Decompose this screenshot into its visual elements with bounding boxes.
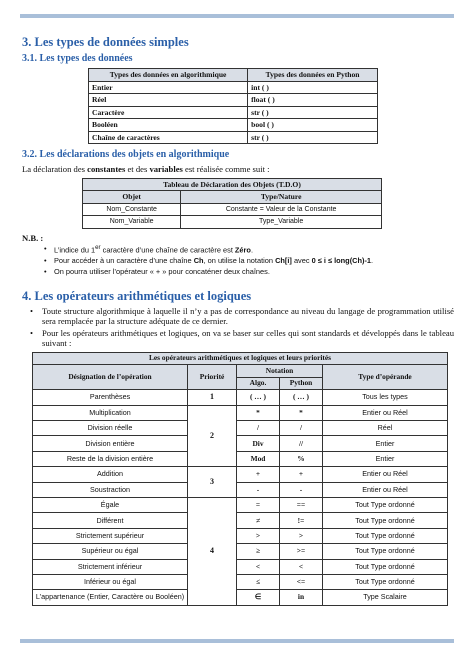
text-span: avec	[291, 256, 312, 266]
table-row	[33, 528, 448, 543]
table-row	[33, 390, 448, 405]
python-notation: >	[280, 528, 323, 543]
superscript: er	[95, 243, 101, 251]
table-row	[33, 451, 448, 466]
table-row	[33, 482, 448, 497]
algo-notation: =	[237, 497, 280, 512]
table-header: Types des données en algorithmique	[89, 69, 248, 82]
priority-cell: 4	[188, 497, 237, 605]
table-row	[83, 216, 382, 229]
table-header: Désignation de l’opération	[33, 365, 188, 390]
operand-type: Tout Type ordonné	[323, 513, 448, 528]
nb-list	[20, 244, 454, 276]
table-row	[33, 436, 448, 451]
bottom-rule	[20, 639, 454, 643]
python-notation: <	[280, 559, 323, 574]
text-span: La déclaration des	[22, 164, 88, 174]
table-cell: Entier	[89, 81, 248, 94]
table-header: Priorité	[188, 365, 237, 390]
operand-type: Tout Type ordonné	[323, 544, 448, 559]
text-span: L’indice du 1	[54, 245, 96, 255]
python-notation: %	[280, 451, 323, 466]
nb-title: N.B. :	[22, 232, 44, 243]
algo-notation: Div	[237, 436, 280, 451]
table-row	[89, 119, 378, 132]
operation-name: Égale	[33, 497, 188, 512]
table-header: Types des données en Python	[248, 69, 378, 82]
operation-name: Reste de la division entière	[33, 451, 188, 466]
operand-type: Type Scalaire	[323, 590, 448, 605]
document-page	[20, 22, 454, 606]
bold-text: Zéro	[234, 245, 251, 255]
table-row	[33, 559, 448, 574]
table-row	[33, 405, 448, 420]
python-notation: in	[280, 590, 323, 605]
table-cell: str ( )	[248, 106, 378, 119]
top-rule	[20, 14, 454, 18]
algo-notation: >	[237, 528, 280, 543]
operation-name: Division réelle	[33, 420, 188, 435]
table-cell: Caractère	[89, 106, 248, 119]
bold-text: Ch	[193, 256, 204, 266]
algo-notation: *	[237, 405, 280, 420]
operation-name: Différent	[33, 513, 188, 528]
operand-type: Entier	[323, 436, 448, 451]
algo-notation: Mod	[237, 451, 280, 466]
operation-name: Strictement supérieur	[33, 528, 188, 543]
python-notation: ( … )	[280, 390, 323, 405]
operators-table	[32, 352, 448, 606]
list-item	[54, 256, 454, 265]
algo-notation: ( … )	[237, 390, 280, 405]
python-notation: *	[280, 405, 323, 420]
operand-type: Entier ou Réel	[323, 405, 448, 420]
operation-name: Inférieur ou égal	[33, 574, 188, 589]
bold-text: 0 ≤ i ≤ long(Ch)-1	[311, 256, 372, 266]
table-row	[33, 467, 448, 482]
list-item: • Pour les opérateurs arithmétiques et logiques, on va se baser sur celles qui sont standards et développés dans le tableau suivant :	[42, 329, 454, 349]
table-cell: Chaîne de caractères	[89, 131, 248, 144]
table-cell: int ( )	[248, 81, 378, 94]
bold-text: constantes	[87, 164, 126, 174]
table-cell: Type_Variable	[181, 216, 382, 229]
operators-table-title: Les opérateurs arithmétiques et logiques et leurs priorités	[33, 352, 448, 365]
tdo-table-title: Tableau de Déclaration des Objets (T.D.O)	[83, 178, 382, 191]
table-row	[89, 81, 378, 94]
operation-name: Soustraction	[33, 482, 188, 497]
operation-name: Addition	[33, 467, 188, 482]
subsection-3-2-title: 3.2. Les déclarations des objets en algorithmique	[22, 149, 230, 160]
operand-type: Tous les types	[323, 390, 448, 405]
table-row	[33, 590, 448, 605]
algo-notation: ∈	[237, 590, 280, 605]
table-cell: str ( )	[248, 131, 378, 144]
operand-type: Tout Type ordonné	[323, 559, 448, 574]
priority-cell: 3	[188, 467, 237, 498]
priority-cell: 1	[188, 390, 237, 405]
text-span: et des	[125, 164, 150, 174]
table-cell: Booléen	[89, 119, 248, 132]
data-types-table	[88, 68, 378, 144]
text-span: , on utilise la notation	[203, 256, 276, 266]
table-cell: Réel	[89, 94, 248, 107]
table-row	[33, 513, 448, 528]
python-notation: <=	[280, 574, 323, 589]
algo-notation: -	[237, 482, 280, 497]
subsection-3-1-title: 3.1. Les types des données	[22, 53, 133, 64]
python-notation: >=	[280, 544, 323, 559]
table-row	[89, 106, 378, 119]
table-header: Python	[280, 377, 323, 390]
operand-type: Tout Type ordonné	[323, 574, 448, 589]
table-cell: float ( )	[248, 94, 378, 107]
table-header: Notation	[237, 365, 323, 378]
python-notation: -	[280, 482, 323, 497]
operation-name: Multiplication	[33, 405, 188, 420]
python-notation: /	[280, 420, 323, 435]
text-span: .	[371, 256, 374, 266]
text-span: est réalisée comme suit :	[182, 164, 270, 174]
python-notation: ==	[280, 497, 323, 512]
section-3-title: 3. Les types de données simples	[22, 35, 189, 49]
algo-notation: /	[237, 420, 280, 435]
operand-type: Tout Type ordonné	[323, 497, 448, 512]
operand-type: Entier ou Réel	[323, 467, 448, 482]
operation-name: Supérieur ou égal	[33, 544, 188, 559]
operand-type: Entier	[323, 451, 448, 466]
table-row	[33, 420, 448, 435]
table-header: Objet	[83, 191, 181, 204]
operation-name: Division entière	[33, 436, 188, 451]
text-span: caractère d’une chaîne de caractère est	[100, 245, 235, 255]
table-header: Type d’opérande	[323, 365, 448, 390]
table-row	[89, 94, 378, 107]
table-cell: bool ( )	[248, 119, 378, 132]
operation-name: Strictement inférieur	[33, 559, 188, 574]
table-row	[33, 574, 448, 589]
table-cell: Nom_Variable	[83, 216, 181, 229]
priority-cell: 2	[188, 405, 237, 467]
bold-text: Ch[i]	[275, 256, 292, 266]
algo-notation: ≤	[237, 574, 280, 589]
table-header: Algo.	[237, 377, 280, 390]
algo-notation: ≥	[237, 544, 280, 559]
table-row	[33, 544, 448, 559]
python-notation: //	[280, 436, 323, 451]
intro-list	[20, 307, 454, 349]
list-item	[54, 244, 454, 254]
operand-type: Réel	[323, 420, 448, 435]
table-header: Type/Nature	[181, 191, 382, 204]
section-4-title: 4. Les opérateurs arithmétiques et logiques	[22, 289, 252, 304]
table-row	[33, 497, 448, 512]
list-item: • On pourra utiliser l’opérateur « + » pour concaténer deux chaînes.	[54, 267, 454, 276]
operation-name: Parenthèses	[33, 390, 188, 405]
operation-name: L’appartenance (Entier, Caractère ou Booléen)	[33, 590, 188, 605]
python-notation: +	[280, 467, 323, 482]
text-span: Pour accéder à un caractère d’une chaîne	[54, 256, 194, 266]
table-cell: Nom_Constante	[83, 203, 181, 216]
table-row	[83, 203, 382, 216]
tdo-table	[82, 178, 382, 229]
table-row	[89, 131, 378, 144]
text-span: .	[250, 245, 253, 255]
operand-type: Tout Type ordonné	[323, 528, 448, 543]
bold-text: variables	[149, 164, 183, 174]
table-cell: Constante = Valeur de la Constante	[181, 203, 382, 216]
list-item: • Toute structure algorithmique à laquelle il n’y a pas de correspondance au niveau du langage de programmation utilisé sera remplacée par la structure adéquate de ce dernier.	[42, 307, 454, 327]
algo-notation: ≠	[237, 513, 280, 528]
operand-type: Entier ou Réel	[323, 482, 448, 497]
algo-notation: +	[237, 467, 280, 482]
declaration-text	[22, 164, 454, 175]
python-notation: !=	[280, 513, 323, 528]
algo-notation: <	[237, 559, 280, 574]
